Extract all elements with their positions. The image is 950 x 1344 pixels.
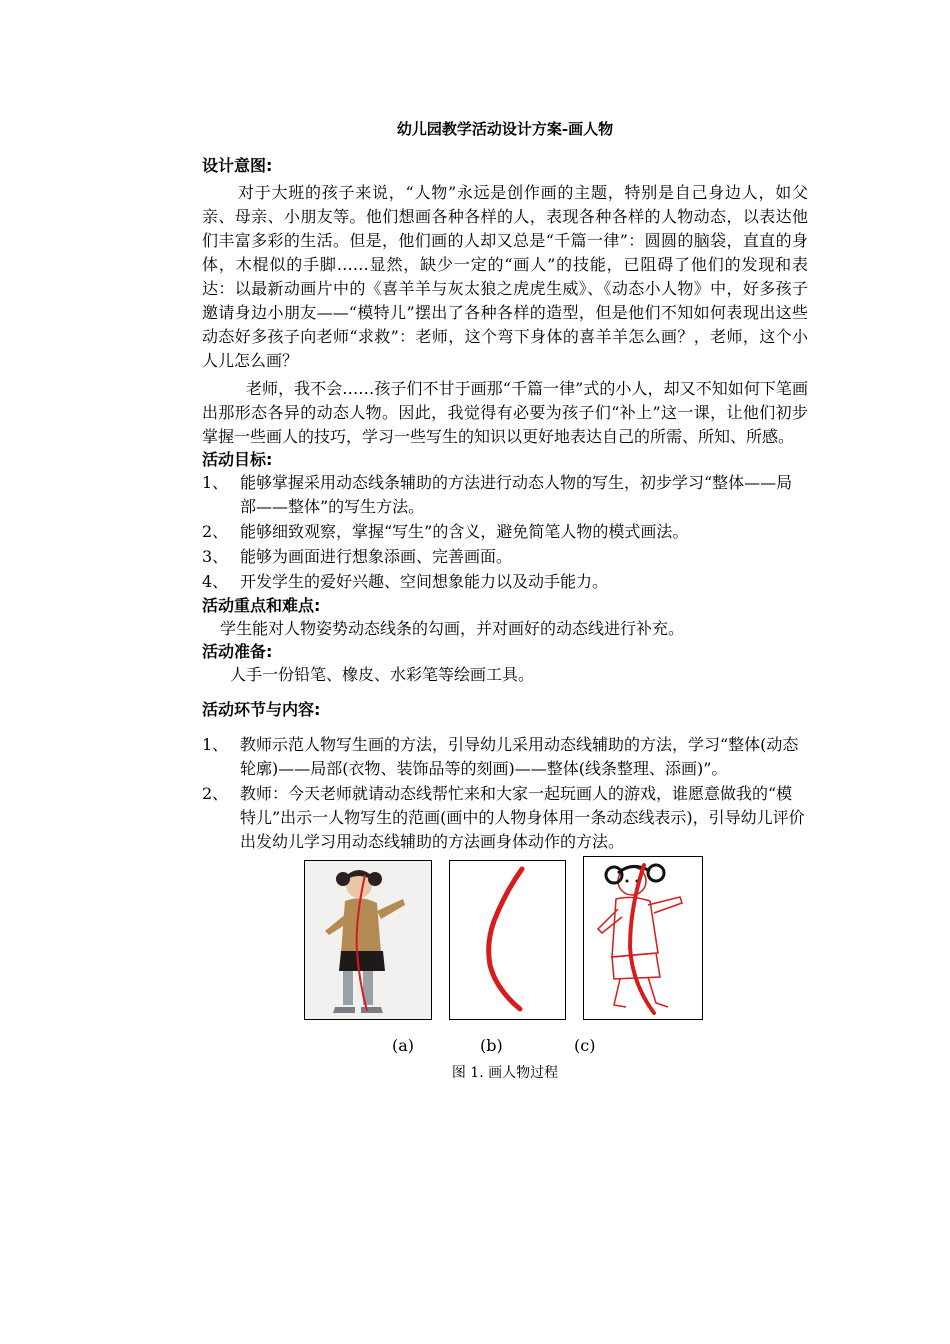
focus-text: 学生能对人物姿势动态线条的勾画，并对画好的动态线进行补充。 — [220, 619, 685, 638]
list-item: 2、 能够细致观察，掌握“写生”的含义，避免简笔人物的模式画法。 — [202, 522, 689, 541]
document-page — [202, 118, 808, 1082]
action-line-image — [450, 861, 565, 1019]
figure-sketch-image — [584, 857, 702, 1019]
goals-list — [202, 471, 808, 594]
figure-label-a: (a) — [392, 1036, 415, 1055]
list-item: 3、 能够为画面进行想象添画、完善画面。 — [202, 547, 513, 566]
steps-list — [202, 733, 808, 854]
document-title: 幼儿园教学活动设计方案-画人物 — [396, 120, 614, 138]
figure-label-b: (b) — [480, 1036, 503, 1055]
list-item: 1、 教师示范人物写生画的方法，引导幼儿采用动态线辅助的方法，学习“整体(动态轮廓)——局部(衣物、装饰品等的刻画)——整体(线条整理、添画)”。 — [202, 735, 799, 778]
figure-caption: 图 1. 画人物过程 — [451, 1065, 559, 1081]
list-item: 2、 教师：今天老师就请动态线帮忙来和大家一起玩画人的游戏，谁愿意做我的“模特儿”出示一人物写生的范画(画中的人物身体用一条动态线表示)，引导幼儿评价出发幼儿学习用动态线辅助的方法画身体动作的方法。 — [202, 784, 805, 851]
design-intent-paragraph-2: 老师，我不会……孩子们不甘于画那“千篇一律”式的小人，却又不知如何下笔画出那形态各异的动态人物。因此，我觉得有必要为孩子们“补上”这一课，让他们初步掌握一些画人的技巧，学习一些写生的知识以更好地表达自己的所需、所知、所感。 — [202, 379, 808, 446]
focus-heading: 活动重点和难点: — [202, 596, 321, 615]
figure-b-action-line — [449, 860, 566, 1020]
design-intent-heading: 设计意图: — [202, 156, 273, 175]
figure-a-photo — [304, 860, 432, 1020]
prep-heading: 活动准备: — [202, 642, 273, 661]
figure-c-sketch — [583, 856, 703, 1020]
figure-images — [202, 860, 808, 1060]
figure-label-c: (c) — [574, 1036, 596, 1055]
girl-photo-image — [305, 861, 431, 1019]
steps-heading: 活动环节与内容: — [202, 700, 321, 719]
goals-heading: 活动目标: — [202, 450, 273, 469]
prep-text: 人手一份铅笔、橡皮、水彩笔等绘画工具。 — [230, 665, 535, 684]
figure-labels — [202, 1036, 808, 1060]
list-item: 4、 开发学生的爱好兴趣、空间想象能力以及动手能力。 — [202, 572, 609, 591]
list-item: 1、 能够掌握采用动态线条辅助的方法进行动态人物的写生，初步学习“整体——局部——整体”的写生方法。 — [202, 473, 793, 516]
design-intent-paragraph-1: 对于大班的孩子来说，“人物”永远是创作画的主题，特别是自己身边人，如父亲、母亲、小朋友等。他们想画各种各样的人，表现各种各样的人物动态，以表达他们丰富多彩的生活。但是，他们画的人却又总是“千篇一律”：圆圆的脑袋，直直的身体，木棍似的手脚……显然，缺少一定的“画人”的技能，已阻碍了他们的发现和表达：以最新动画片中的《喜羊羊与灰太狼之虎虎生威》、《动态小人物》中，好多孩子邀请身边小朋友——“模特儿”摆出了各种各样的造型，但是他们不知如何表现出这些动态好多孩子向老师“求救”：老师，这个弯下身体的喜羊羊怎么画？，老师，这个小人儿怎么画？ — [202, 183, 808, 370]
